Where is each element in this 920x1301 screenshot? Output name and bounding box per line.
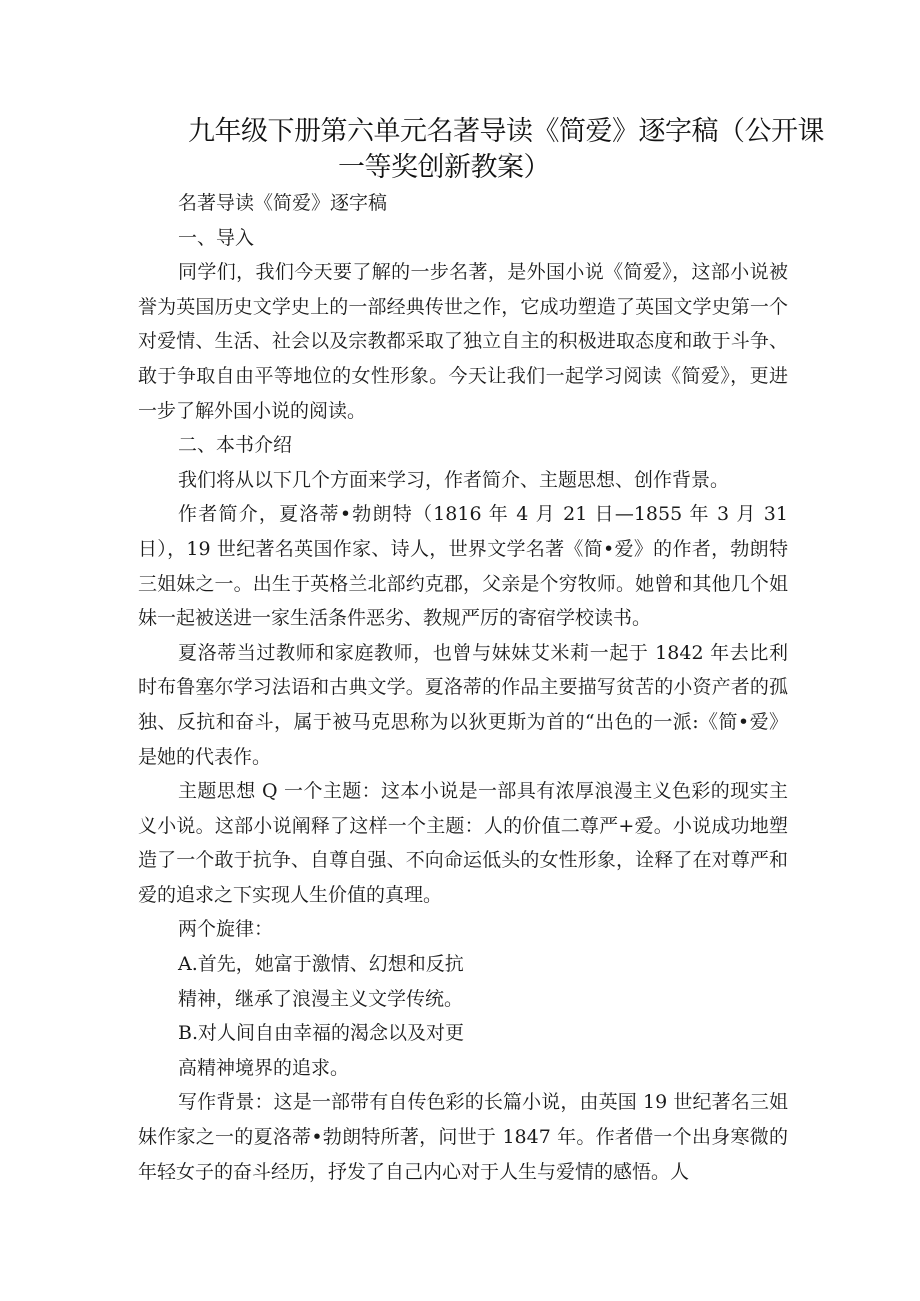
- section-heading-intro: 一、导入: [178, 226, 255, 249]
- section-heading-book: 二、本书介绍: [178, 434, 293, 457]
- melody-b-line2: 高精神境界的追求。: [178, 1056, 350, 1079]
- paragraph-author: 作者简介，夏洛蒂•勃朗特（1816 年 4 月 21 日—1855 年 3 月 31 日），19 世纪著名英国作家、诗人，世界文学名著《简•爱》的作者，勃朗特三姐妹之一。出生于英格兰北部约克郡，父亲是个穷牧师。她曾和其他几个姐妹一起被送进一家生活条件恶劣、教规严厉的寄宿学校读书。: [138, 503, 788, 630]
- paragraph-background: 写作背景：这是一部带有自传色彩的长篇小说，由英国 19 世纪著名三姐妹作家之一的夏洛蒂•勃朗特所著，问世于 1847 年。作者借一个出身寒微的年轻女子的奋斗经历，抒发了自己内心对于人生与爱情的感悟。人: [138, 1091, 788, 1183]
- document-title-line2: 一等奖创新教案）: [338, 152, 550, 183]
- paragraph-career: 夏洛蒂当过教师和家庭教师，也曾与妹妹艾米莉一起于 1842 年去比利时布鲁塞尔学习法语和古典文学。夏洛蒂的作品主要描写贫苦的小资产者的孤独、反抗和奋斗，属于被马克思称为以狄更斯为首的“出色的一派:《简•爱》是她的代表作。: [138, 641, 788, 768]
- document-body: [138, 186, 788, 1189]
- paragraph-theme: 主题思想 Q 一个主题：这本小说是一部具有浓厚浪漫主义色彩的现实主义小说。这部小说阐释了这样一个主题：人的价值二尊严+爱。小说成功地塑造了一个敢于抗争、自尊自强、不向命运低头的女性形象，诠释了在对尊严和爱的追求之下实现人生价值的真理。: [138, 780, 788, 906]
- document-title-line1: 九年级下册第六单元名著导读《简爱》逐字稿（公开课: [188, 116, 824, 147]
- melody-heading: 两个旋律：: [178, 918, 274, 941]
- document-subtitle: 名著导读《简爱》逐字稿: [178, 192, 388, 214]
- melody-b-line1: B.对人间自由幸福的渴念以及对更: [178, 1022, 465, 1045]
- melody-a-line2: 精神，继承了浪漫主义文学传统。: [178, 987, 464, 1010]
- paragraph-outline: 我们将从以下几个方面来学习，作者简介、主题思想、创作背景。: [178, 468, 730, 491]
- melody-a-line1: A.首先，她富于激情、幻想和反抗: [178, 953, 464, 976]
- paragraph-intro: 同学们，我们今天要了解的一步名著，是外国小说《简爱》，这部小说被誉为英国历史文学史上的一部经典传世之作，它成功塑造了英国文学史第一个对爱情、生活、社会以及宗教都采取了独立自主的积极进取态度和敢于斗争、敢于争取自由平等地位的女性形象。今天让我们一起学习阅读《简爱》，更进一步了解外国小说的阅读。: [138, 261, 788, 422]
